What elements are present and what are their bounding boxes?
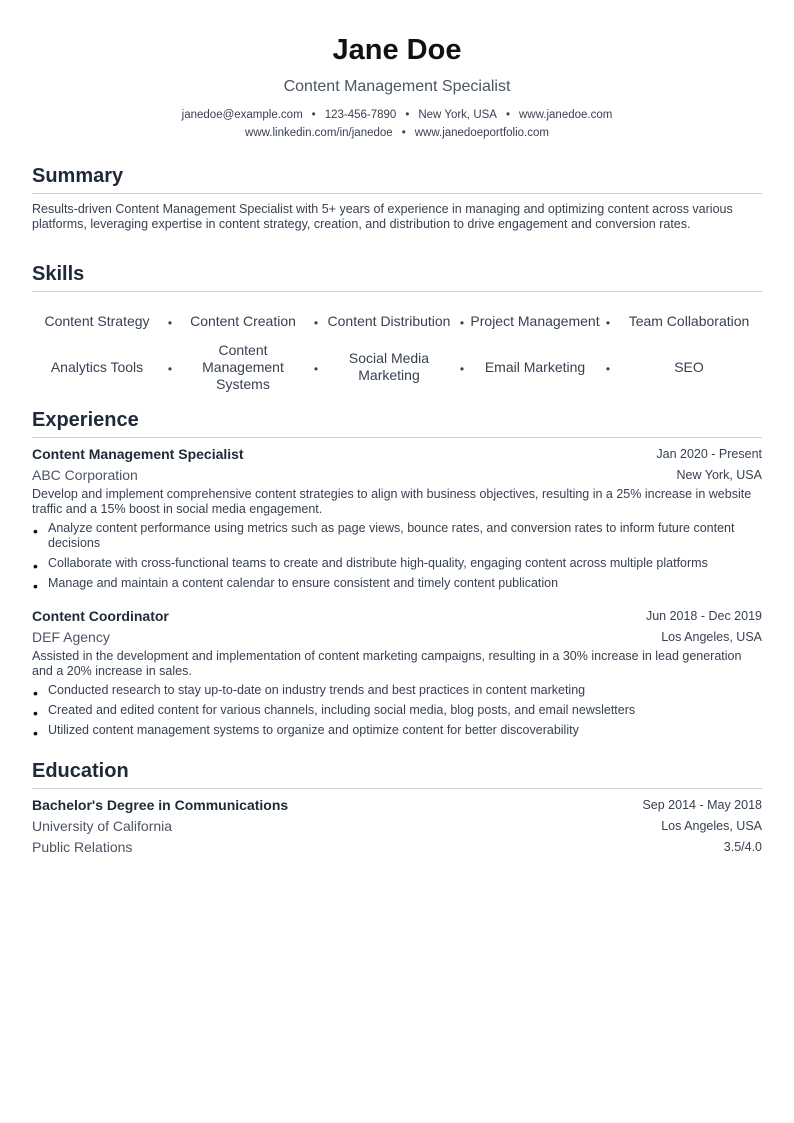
- education-dates: Sep 2014 - May 2018: [642, 798, 762, 812]
- skill-item: Project Management: [470, 312, 600, 329]
- separator-dot: •: [459, 362, 465, 376]
- skills-heading: Skills: [32, 261, 762, 292]
- school-location: Los Angeles, USA: [661, 819, 762, 833]
- skills-row-1: [32, 298, 762, 344]
- job-title: Content Management Specialist: [32, 446, 244, 462]
- list-item: • Created and edited content for various channels, including social media, blog posts, and email newsletters: [33, 703, 636, 721]
- bullet-icon: •: [33, 578, 38, 594]
- list-item: • Analyze content performance using metrics such as page views, bounce rates, and conversion rates to inform future content decisions: [33, 521, 735, 550]
- summary-text: Results-driven Content Management Specialist with 5+ years of experience in managing and optimizing content across various platforms, leveraging expertise in content strategy, creation, and distribution to drive engagement and conversion rates.: [32, 202, 733, 231]
- separator-dot: •: [311, 109, 316, 121]
- skill-item: Social Media Marketing: [348, 350, 430, 383]
- education-heading: Education: [32, 758, 762, 789]
- job-company: ABC Corporation: [32, 467, 138, 483]
- skill-item: SEO: [674, 358, 704, 375]
- skill-item: Email Marketing: [484, 358, 586, 375]
- linkedin-link[interactable]: www.linkedin.com/in/janedoe: [245, 127, 393, 139]
- skill-item: Team Collaboration: [628, 312, 750, 329]
- separator-dot: •: [505, 109, 510, 121]
- separator-dot: •: [401, 127, 406, 139]
- degree-title: Bachelor's Degree in Communications: [32, 797, 289, 813]
- separator-dot: •: [313, 316, 319, 330]
- skill-item: Analytics Tools: [50, 358, 144, 375]
- job-dates: Jun 2018 - Dec 2019: [645, 609, 762, 623]
- bullet-icon: •: [33, 725, 38, 741]
- job-bullets: [32, 521, 762, 596]
- separator-dot: •: [605, 362, 611, 376]
- bullet-icon: •: [33, 685, 38, 701]
- location-text: New York, USA: [418, 109, 497, 121]
- separator-dot: •: [313, 362, 319, 376]
- separator-dot: •: [605, 316, 611, 330]
- list-item: • Conducted research to stay up-to-date on industry trends and best practices in content marketing: [33, 683, 586, 701]
- job-location: New York, USA: [676, 468, 762, 482]
- bullet-icon: •: [33, 558, 38, 574]
- email-link[interactable]: janedoe@example.com: [181, 109, 303, 121]
- job-summary: Assisted in the development and implementation of content marketing campaigns, resulting in a 30% increase in lead generation and a 20% increase in sales.: [32, 649, 742, 678]
- bullet-icon: •: [33, 705, 38, 721]
- skills-grid: [32, 298, 762, 390]
- job-company: DEF Agency: [32, 629, 110, 645]
- list-item: • Collaborate with cross-functional teams to create and distribute high-quality, engaging content across multiple platforms: [33, 556, 708, 574]
- skill-item: Content Management Systems: [202, 341, 284, 392]
- skill-item: Content Creation: [190, 312, 296, 329]
- experience-heading: Experience: [32, 407, 762, 438]
- list-item: • Utilized content management systems to organize and optimize content for better discoverability: [33, 723, 579, 741]
- skill-item: Content Strategy: [44, 312, 150, 329]
- gpa-value: 3.5/4.0: [723, 840, 762, 854]
- field-of-study: Public Relations: [32, 839, 133, 855]
- contact-row-1: [32, 107, 762, 123]
- separator-dot: •: [459, 316, 465, 330]
- job-dates: Jan 2020 - Present: [656, 447, 762, 461]
- skills-row-2: [32, 341, 762, 392]
- job-summary: Develop and implement comprehensive content strategies to align with business objectives, resulting in a 25% increase in website traffic and a 15% boost in social media engagement.: [32, 487, 752, 516]
- summary-heading: Summary: [32, 163, 762, 194]
- school-name: University of California: [32, 818, 173, 834]
- contact-row-2: [32, 125, 762, 141]
- list-item: • Manage and maintain a content calendar to ensure consistent and timely content publication: [33, 576, 559, 594]
- separator-dot: •: [167, 362, 173, 376]
- job-title: Content Coordinator: [32, 608, 169, 624]
- separator-dot: •: [167, 316, 173, 330]
- separator-dot: •: [405, 109, 410, 121]
- bullet-icon: •: [33, 523, 38, 539]
- website-link[interactable]: www.janedoe.com: [519, 109, 613, 121]
- candidate-title: Content Management Specialist: [283, 78, 511, 95]
- candidate-name: Jane Doe: [332, 34, 462, 66]
- portfolio-link[interactable]: www.janedoeportfolio.com: [414, 127, 549, 139]
- skill-item: Content Distribution: [327, 312, 451, 329]
- job-bullets: [32, 683, 762, 743]
- job-location: Los Angeles, USA: [661, 630, 762, 644]
- phone-text: 123-456-7890: [324, 109, 397, 121]
